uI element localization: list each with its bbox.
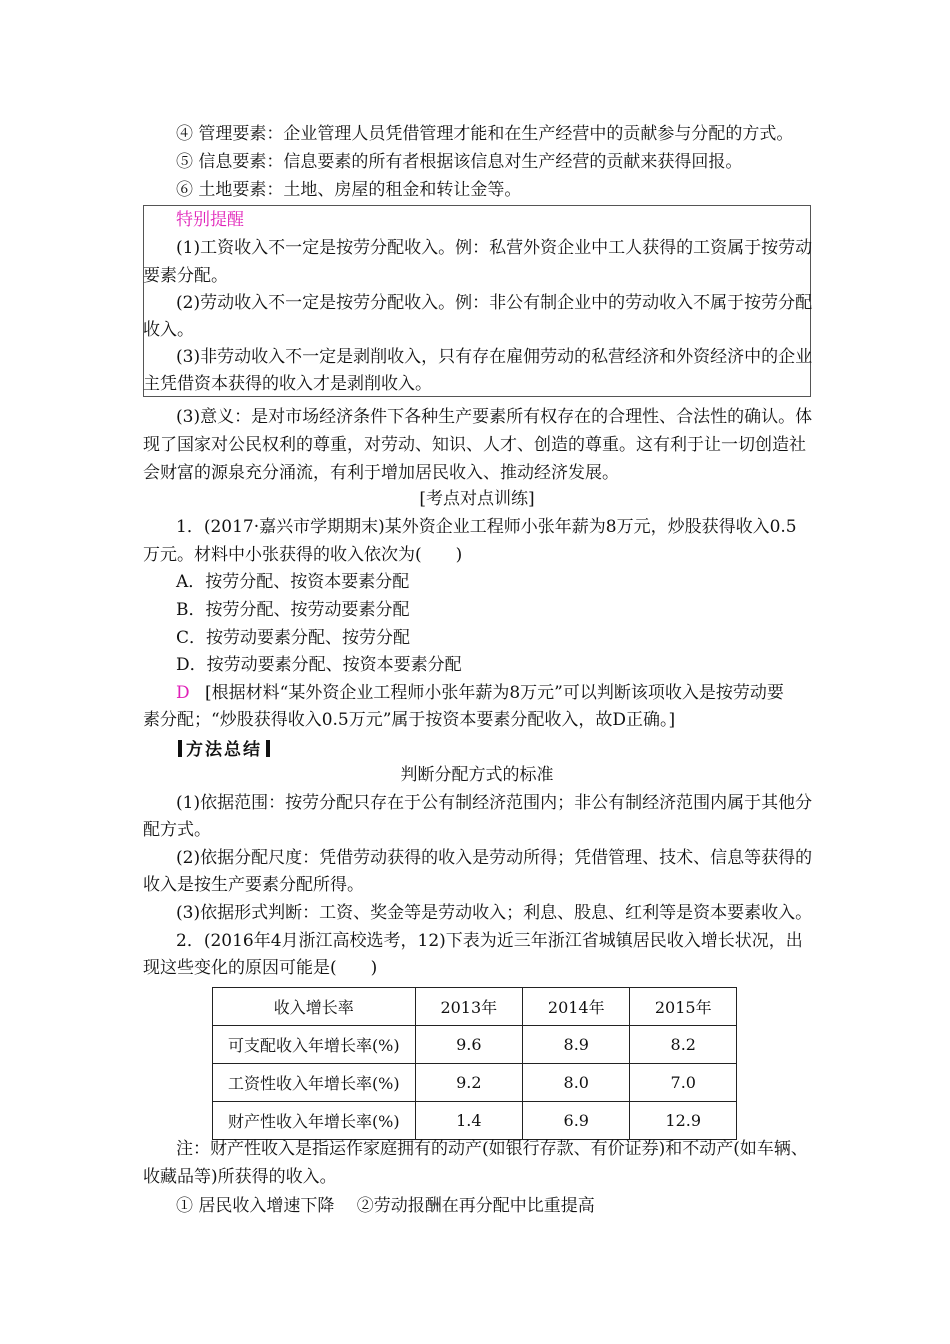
question1-option-a: A．按劳分配、按资本要素分配 bbox=[176, 572, 410, 592]
question1-explanation-line-1: [根据材料“某外资企业工程师小张年薪为8万元”可以判断该项收入是按劳动要 bbox=[205, 683, 784, 703]
reminder-line-4: 收入。 bbox=[143, 320, 194, 340]
table-cell: 财产性收入年增长率(%) bbox=[213, 1102, 416, 1140]
table-cell: 1.4 bbox=[415, 1102, 522, 1140]
significance-line-3: 会财富的源泉充分涌流，有利于增加居民收入、推动经济发展。 bbox=[143, 463, 619, 483]
method-summary-tag bbox=[174, 738, 274, 762]
reminder-line-3: (2)劳动收入不一定是按劳分配收入。例：非公有制企业中的劳动收入不属于按劳分配 bbox=[176, 293, 813, 313]
item-information-factor: ⑤ 信息要素：信息要素的所有者根据该信息对生产经营的贡献来获得回报。 bbox=[176, 152, 743, 172]
income-growth-table bbox=[212, 987, 737, 1140]
table-cell: 9.6 bbox=[415, 1026, 522, 1064]
question2-stem-line-2: 现这些变化的原因可能是( ) bbox=[143, 958, 378, 978]
table-cell: 8.9 bbox=[523, 1026, 630, 1064]
table-cell: 可支配收入年增长率(%) bbox=[213, 1026, 416, 1064]
table-header-cell: 收入增长率 bbox=[213, 988, 416, 1026]
question1-option-d: D．按劳动要素分配、按资本要素分配 bbox=[176, 655, 462, 675]
reminder-line-6: 主凭借资本获得的收入才是剥削收入。 bbox=[143, 374, 432, 394]
question2-choices-line: ① 居民收入增速下降 ②劳动报酬在再分配中比重提高 bbox=[176, 1196, 595, 1216]
table-row bbox=[213, 1064, 737, 1102]
item-land-factor: ⑥ 土地要素：土地、房屋的租金和转让金等。 bbox=[176, 180, 522, 200]
question1-stem-line-2: 万元。材料中小张获得的收入依次为( ) bbox=[143, 545, 463, 565]
method-line-3: (2)依据分配尺度：凭借劳动获得的收入是劳动所得；凭借管理、技术、信息等获得的 bbox=[176, 848, 813, 868]
question2-note-line-1: 注：财产性收入是指运作家庭拥有的动产(如银行存款、有价证券)和不动产(如车辆、 bbox=[176, 1139, 808, 1159]
table-header-cell: 2013年 bbox=[415, 988, 522, 1026]
item-management-factor: ④ 管理要素：企业管理人员凭借管理才能和在生产经营中的贡献参与分配的方式。 bbox=[176, 124, 794, 144]
method-line-1: (1)依据范围：按劳分配只存在于公有制经济范围内；非公有制经济范围内属于其他分 bbox=[176, 793, 813, 813]
table-cell: 8.0 bbox=[523, 1064, 630, 1102]
table-cell: 工资性收入年增长率(%) bbox=[213, 1064, 416, 1102]
table-row bbox=[213, 1026, 737, 1064]
table-cell: 7.0 bbox=[630, 1064, 737, 1102]
bar-mark-right bbox=[266, 740, 270, 757]
table-header-cell: 2014年 bbox=[523, 988, 630, 1026]
question1-explanation-line-2: 素分配；“炒股获得收入0.5万元”属于按资本要素分配收入，故D正确。] bbox=[143, 710, 676, 730]
question2-stem-line-1: 2．(2016年4月浙江高校选考，12)下表为近三年浙江省城镇居民收入增长状况，出 bbox=[176, 931, 803, 951]
question1-stem-line-1: 1．(2017·嘉兴市学期期末)某外资企业工程师小张年薪为8万元，炒股获得收入0.5 bbox=[176, 517, 797, 537]
method-line-4: 收入是按生产要素分配所得。 bbox=[143, 875, 364, 895]
table-row bbox=[213, 1102, 737, 1140]
bar-mark-left bbox=[178, 740, 182, 757]
reminder-line-1: (1)工资收入不一定是按劳分配收入。例：私营外资企业中工人获得的工资属于按劳动 bbox=[176, 238, 813, 258]
table-cell: 9.2 bbox=[415, 1064, 522, 1102]
question2-note-line-2: 收藏品等)所获得的收入。 bbox=[143, 1167, 337, 1187]
reminder-line-2: 要素分配。 bbox=[143, 266, 228, 286]
method-line-2: 配方式。 bbox=[143, 820, 211, 840]
significance-line-1: (3)意义：是对市场经济条件下各种生产要素所有权存在的合理性、合法性的确认。体 bbox=[176, 407, 813, 427]
training-heading: [考点对点训练] bbox=[419, 489, 535, 509]
table-header-cell: 2015年 bbox=[630, 988, 737, 1026]
table-cell: 12.9 bbox=[630, 1102, 737, 1140]
question1-option-b: B．按劳分配、按劳动要素分配 bbox=[176, 600, 410, 620]
question1-option-c: C．按劳动要素分配、按劳分配 bbox=[176, 628, 411, 648]
method-line-5: (3)依据形式判断：工资、奖金等是劳动收入；利息、股息、红利等是资本要素收入。 bbox=[176, 903, 813, 923]
question1-answer bbox=[176, 681, 784, 705]
significance-line-2: 现了国家对公民权利的尊重，对劳动、知识、人才、创造的尊重。这有利于让一切创造社 bbox=[143, 435, 806, 455]
method-heading: 判断分配方式的标准 bbox=[400, 765, 554, 785]
method-summary-label: 方法总结 bbox=[186, 740, 262, 760]
table-cell: 6.9 bbox=[523, 1102, 630, 1140]
table-header-row bbox=[213, 988, 737, 1026]
question1-answer-letter: D bbox=[176, 683, 190, 703]
reminder-title: 特别提醒 bbox=[176, 210, 244, 230]
table-cell: 8.2 bbox=[630, 1026, 737, 1064]
reminder-line-5: (3)非劳动收入不一定是剥削收入，只有存在雇佣劳动的私营经济和外资经济中的企业 bbox=[176, 347, 813, 367]
